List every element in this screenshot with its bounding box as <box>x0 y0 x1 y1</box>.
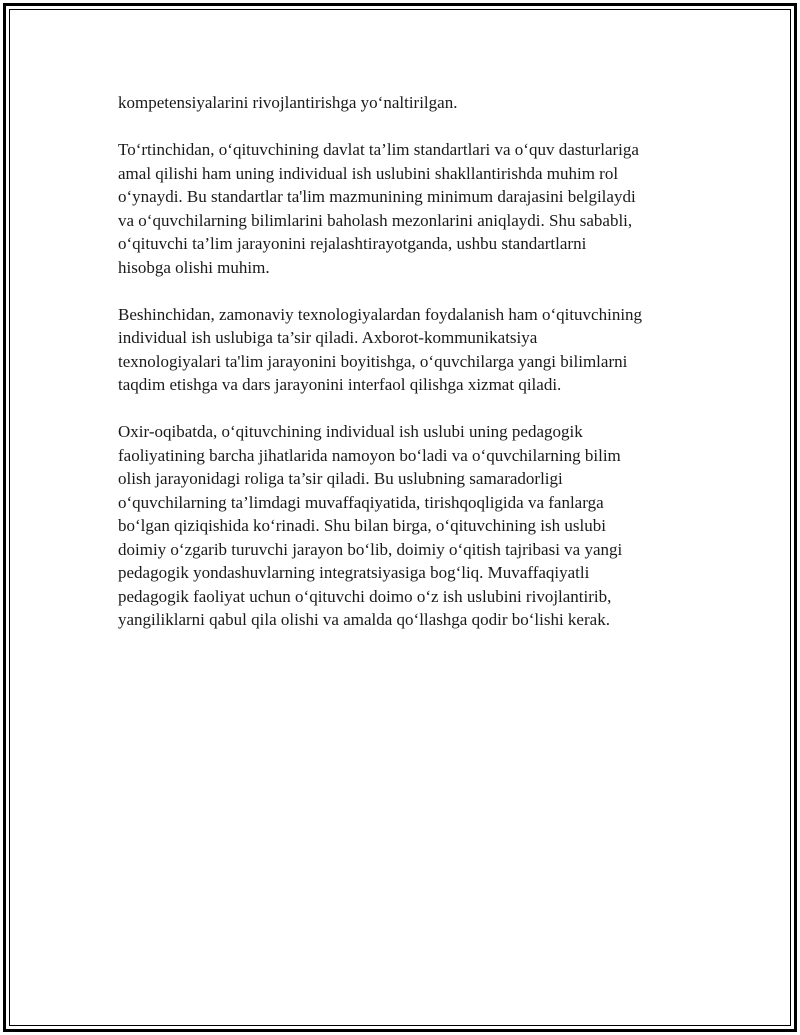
paragraph-continuation: kompetensiyalarini rivojlantirishga yo‘naltirilgan. <box>118 93 458 112</box>
paragraph-conclusion: Oxir-oqibatda, o‘qituvchining individual ish uslubi uning pedagogik faoliyatining barcha jihatlarida namoyon bo‘ladi va o‘quvchilarning bilim olish jarayonidagi roliga ta’sir qiladi. Bu uslubning samaradorligi o‘quvchilarning ta’limdagi muvaffaqiyatida, tirishqoqligida va fanlarga bo‘lgan qiziqishida ko‘rinadi. Shu bilan birga, o‘qituvchining ish uslubi doimiy o‘zgarib turuvchi jarayon bo‘lib, doimiy o‘qitish tajribasi va yangi pedagogik yondashuvlarning integratsiyasiga bog‘liq. Muvaffaqiyatli pedagogik faoliyat uchun o‘qituvchi doimo o‘z ish uslubini rivojlantirib, yangiliklarni qabul qila olishi va amalda qo‘llashga qodir bo‘lishi kerak. <box>118 422 623 629</box>
paragraph-fourth-point: To‘rtinchidan, o‘qituvchining davlat ta’lim standartlari va o‘quv dasturlariga amal qilishi ham uning individual ish uslubini shakllantirishda muhim rol o‘ynaydi. Bu standartlar ta'lim mazmunining minimum darajasini belgilaydi va o‘quvchilarning bilimlarini baholash mezonlarini aniqlaydi. Shu sababli, o‘qituvchi ta’lim jarayonini rejalashtirayotganda, ushbu standartlarni hisobga olishi muhim. <box>118 140 639 277</box>
document-body <box>118 91 698 655</box>
paragraph-fifth-point: Beshinchidan, zamonaviy texnologiyalardan foydalanish ham o‘qituvchining individual ish uslubiga ta’sir qiladi. Axborot-kommunikatsiya texnologiyalari ta'lim jarayonini boyitishga, o‘quvchilarga yangi bilimlarni taqdim etishga va dars jarayonini interfaol qilishga xizmat qiladi. <box>118 304 643 394</box>
